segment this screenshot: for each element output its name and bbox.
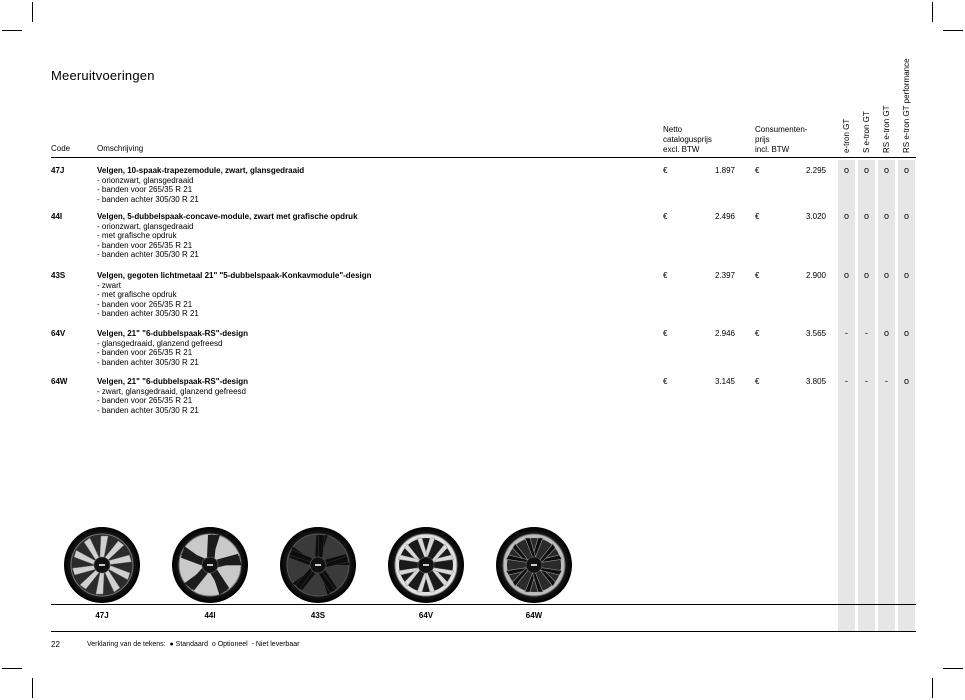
row-heading: Velgen, gegoten lichtmetaal 21" "5-dubbelspaak-Konkavmodule"-design: [97, 271, 372, 280]
availability-mark: -: [885, 376, 888, 386]
crop-mark: [932, 678, 933, 698]
row-code: 44I: [51, 212, 63, 221]
wheel-label: 64V: [418, 611, 434, 620]
euro-symbol: €: [663, 377, 668, 386]
row-description: [97, 329, 248, 367]
availability-mark: o: [863, 165, 869, 175]
crop-mark: [932, 2, 933, 22]
header-consumer-line: prijs: [755, 135, 770, 144]
legend-standard: ● Standaard: [169, 641, 208, 648]
header-variant-rs-performance: RS e-tron GT performance: [902, 58, 911, 153]
row-detail: - zwart, glansgedraaid, glanzend gefreesd: [97, 386, 246, 396]
variant-column-shade: [898, 160, 915, 632]
header-consumer-line: incl. BTW: [755, 145, 790, 154]
header-consumer-price: [755, 125, 807, 155]
availability-mark: o: [883, 270, 889, 280]
legend-unavailable: - Niet leverbaar: [251, 641, 300, 648]
availability-mark: o: [903, 211, 909, 221]
wheel-label: 47J: [95, 611, 109, 620]
row-detail: - banden achter 305/30 R 21: [97, 250, 199, 260]
availability-mark: o: [863, 270, 869, 280]
header-code: Code: [51, 144, 71, 153]
row-heading: Velgen, 10-spaak-trapezemodule, zwart, glansgedraaid: [97, 166, 305, 175]
header-rule: [51, 157, 916, 158]
crop-mark: [32, 678, 33, 698]
wheel-label: 44I: [204, 611, 216, 620]
availability-mark: o: [843, 270, 849, 280]
variant-column-shade: [878, 160, 895, 632]
wheel-64W-image: [496, 527, 572, 603]
euro-symbol: €: [755, 271, 760, 280]
availability-mark: -: [845, 328, 848, 338]
row-heading: Velgen, 21" "6-dubbelspaak-RS"-design: [97, 329, 248, 338]
row-detail: - met grafische opdruk: [97, 231, 177, 241]
row-code: 47J: [51, 166, 65, 175]
row-detail: - banden voor 265/35 R 21: [97, 396, 193, 406]
row-detail: - banden voor 265/35 R 21: [97, 348, 193, 358]
availability-mark: -: [865, 376, 868, 386]
row-detail: - banden achter 305/30 R 21: [97, 309, 199, 319]
header-net-line: catalogusprijs: [663, 135, 712, 144]
consumer-price: 3.805: [805, 377, 826, 386]
availability-mark: o: [883, 328, 889, 338]
header-net-price: [663, 125, 712, 155]
availability-mark: o: [903, 270, 909, 280]
header-consumer-line: Consumenten-: [755, 125, 808, 134]
net-price: 1.897: [714, 166, 735, 175]
row-description: [97, 377, 248, 415]
row-detail: - banden achter 305/30 R 21: [97, 405, 199, 415]
consumer-price: 2.900: [805, 271, 826, 280]
row-code: 64W: [51, 377, 68, 386]
legend-intro: Verklaring van de tekens:: [87, 641, 166, 648]
page-title: Meeruitvoeringen: [51, 68, 155, 83]
availability-mark: o: [883, 211, 889, 221]
row-detail: - banden voor 265/35 R 21: [97, 299, 193, 309]
variant-column-shade: [838, 160, 855, 632]
row-detail: - orionzwart, glansgedraaid: [97, 175, 194, 185]
crop-mark: [943, 30, 963, 31]
row-heading: Velgen, 5-dubbelspaak-concave-module, zwart met grafische opdruk: [97, 212, 358, 221]
header-net-line: Netto: [663, 125, 683, 134]
header-variant-rs-etron: RS e-tron GT: [882, 105, 891, 153]
crop-mark: [2, 30, 22, 31]
euro-symbol: €: [663, 329, 668, 338]
wheel-47J-image: [64, 527, 140, 603]
net-price: 2.496: [714, 212, 735, 221]
euro-symbol: €: [755, 377, 760, 386]
availability-mark: o: [883, 165, 889, 175]
crop-mark: [2, 668, 22, 669]
wheel-label: 64W: [525, 611, 543, 620]
euro-symbol: €: [755, 166, 760, 175]
net-price: 2.397: [714, 271, 735, 280]
wheel-label: 43S: [310, 611, 326, 620]
net-price: 3.145: [714, 377, 735, 386]
variant-column-shade: [858, 160, 875, 632]
euro-symbol: €: [663, 212, 668, 221]
wheel-label-rule: [51, 604, 916, 605]
page-number: 22: [51, 640, 60, 649]
euro-symbol: €: [755, 329, 760, 338]
footer-rule: [51, 631, 916, 632]
availability-mark: o: [843, 165, 849, 175]
row-detail: - glansgedraaid, glanzend gefreesd: [97, 338, 223, 348]
crop-mark: [32, 2, 33, 22]
header-variant-etron: e-tron GT: [842, 118, 851, 153]
wheel-43S-image: [280, 527, 356, 603]
wheel-64V-image: [388, 527, 464, 603]
consumer-price: 2.295: [805, 166, 826, 175]
header-variant-s-etron: S e-tron GT: [862, 111, 871, 153]
euro-symbol: €: [755, 212, 760, 221]
availability-mark: o: [863, 211, 869, 221]
row-detail: - met grafische opdruk: [97, 290, 177, 300]
availability-mark: -: [845, 376, 848, 386]
net-price: 2.946: [714, 329, 735, 338]
availability-mark: o: [903, 328, 909, 338]
row-detail: - orionzwart, glansgedraaid: [97, 221, 194, 231]
legend-optional: o Optioneel: [211, 641, 248, 648]
row-code: 64V: [51, 329, 66, 338]
wheel-images: [64, 525, 584, 607]
euro-symbol: €: [663, 166, 668, 175]
row-description: [97, 271, 372, 319]
row-description: [97, 212, 358, 260]
row-detail: - banden achter 305/30 R 21: [97, 194, 199, 204]
availability-mark: o: [843, 211, 849, 221]
wheel-44I-image: [172, 527, 248, 603]
availability-mark: o: [903, 376, 909, 386]
row-code: 43S: [51, 271, 66, 280]
availability-mark: o: [903, 165, 909, 175]
availability-mark: -: [865, 328, 868, 338]
consumer-price: 3.020: [805, 212, 826, 221]
legend: [87, 641, 299, 648]
header-description: Omschrijving: [97, 144, 144, 153]
row-detail: - banden voor 265/35 R 21: [97, 240, 193, 250]
row-detail: - banden achter 305/30 R 21: [97, 357, 199, 367]
row-description: [97, 166, 304, 204]
row-detail: - zwart: [97, 280, 121, 290]
header-net-line: excl. BTW: [663, 145, 700, 154]
crop-mark: [943, 668, 963, 669]
euro-symbol: €: [663, 271, 668, 280]
consumer-price: 3.565: [805, 329, 826, 338]
row-detail: - banden voor 265/35 R 21: [97, 185, 193, 195]
row-heading: Velgen, 21" "6-dubbelspaak-RS"-design: [97, 377, 248, 386]
